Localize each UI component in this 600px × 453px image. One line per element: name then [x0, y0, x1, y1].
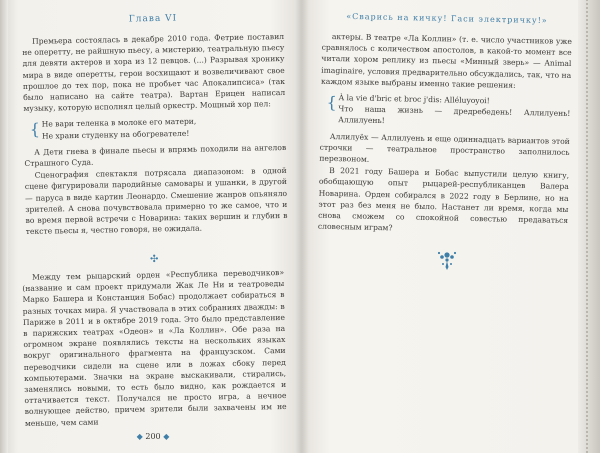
paragraph: Между тем рыцарский орден «Республика переводчиков» (название и сам проект придумали Жак Ле Ни и театроведы Марко Башера и Констанция Бобас) продолжает собираться в разных точках мира. Я участвовала в этих собраниях дважды: в Париже в 2011 и в октябре 2019 года. Это было представление в парижских театрах «Одеон» и «Ла Коллин». Обе раза на огромном экране появлялись тексты на нескольких языках вокруг оригинального фрагмента на французском. Сами переводчики сидели на сцене или в ложах сбоку перед компьютерами. Значки на экране выскакивали, стирались, заменялись новыми, то есть было видно, как рождается и оттачивается текст. Получался не просто игра, а нечное волнующее действо, причем зрители были захвачены им не меньше, чем сами — [22, 267, 287, 428]
page-edge-left — [0, 0, 8, 453]
left-text-top — [22, 31, 288, 238]
verse-block — [30, 114, 286, 141]
verse-block — [326, 92, 571, 131]
page-number — [22, 432, 284, 441]
paragraph: В 2021 году Башера и Бобас выпустили целую книгу, обобщающую опыт рыцарей-республиканцев Валера Новарина. Орден собирался в 2022 году в Берлине, но на этот раз без меня не было. Настанет ли время, когда мы снова сможем со спокойной совестью предаваться словесным играм? — [317, 166, 570, 233]
right-running-head: «Сварись на кичку! Гаси электричку!» — [346, 11, 548, 26]
ornament-flower-icon — [432, 248, 462, 272]
diamond-icon: ◆ — [136, 432, 143, 441]
right-page — [317, 0, 572, 453]
verse-line: Не храни студенку на обогревателе! — [41, 128, 190, 141]
paragraph: Аллилуёх — Аллилуень и еще одиннадцать вариантов этой строчки — театральное пространство заполнилось перезвоном. — [319, 131, 570, 164]
diamond-icon: ◆ — [163, 432, 170, 441]
folio-number: 200 — [145, 432, 161, 441]
paragraph: А Дети гнева в финале пьесы и впрямь походили на ангелов Страшного Суда. — [24, 142, 287, 169]
section-ornament-icon: ✣ — [150, 254, 159, 265]
left-running-head: Глава VI — [128, 13, 178, 25]
verse-line: À la vie d'bric et broc j'dis: Alléluyoyoi! — [338, 93, 490, 106]
paragraph: Премьера состоялась в декабре 2010 года. Фетрие поставил не оперетту, не райшную пьесу, а мистерию, театральную пьесу для девяти актеров и хора из 12 певцов. (...) Разрывая хронику мира в виде оперетты, герои восхищают и возвеличивают свое прошлое до тех пор, пока не пробьет час Апокалипсиса» (так было написано на сайте театра). Вартан Ерицен написал музыку, которую исполнял целый оркестр. Мощный хор пел: — [22, 31, 286, 114]
left-page — [22, 0, 288, 453]
left-text-bottom — [22, 267, 287, 430]
verse-line: Что наша жизнь — дредребедень! Аллилуень! Аллилуень! — [338, 104, 571, 126]
right-text — [318, 31, 572, 239]
brace-icon: { — [29, 120, 41, 140]
brace-icon: { — [326, 92, 337, 113]
book-gutter — [295, 0, 309, 453]
paragraph: актеры. В театре «Ла Коллин» (т. е. число участников уже сравнялось с количеством апостолов, в какой-то момент все читали хором реплику из пьесы «Минный зверь» — Animal imaginaire, условия предварительно обсуждались, так, что на каждом языке выбраны именно такие решения: — [320, 31, 572, 90]
paragraph: Сценография спектакля потрясала диапазоном: в одной сцене фигурировали пародийные самовары и ушанки, в другой — паруса в виде картин Леонардо. Смешение жанров опьяняло зрителей. А снова почувствовала примерно то же самое, что и во время первой встречи с Новарина: таких вершин и глубин в тексте пьесы я, честно говоря, не ожидала. — [24, 166, 288, 237]
page-edge-right — [578, 0, 600, 453]
verse-line: Не вари теленка в молоке его матери, — [41, 117, 197, 130]
